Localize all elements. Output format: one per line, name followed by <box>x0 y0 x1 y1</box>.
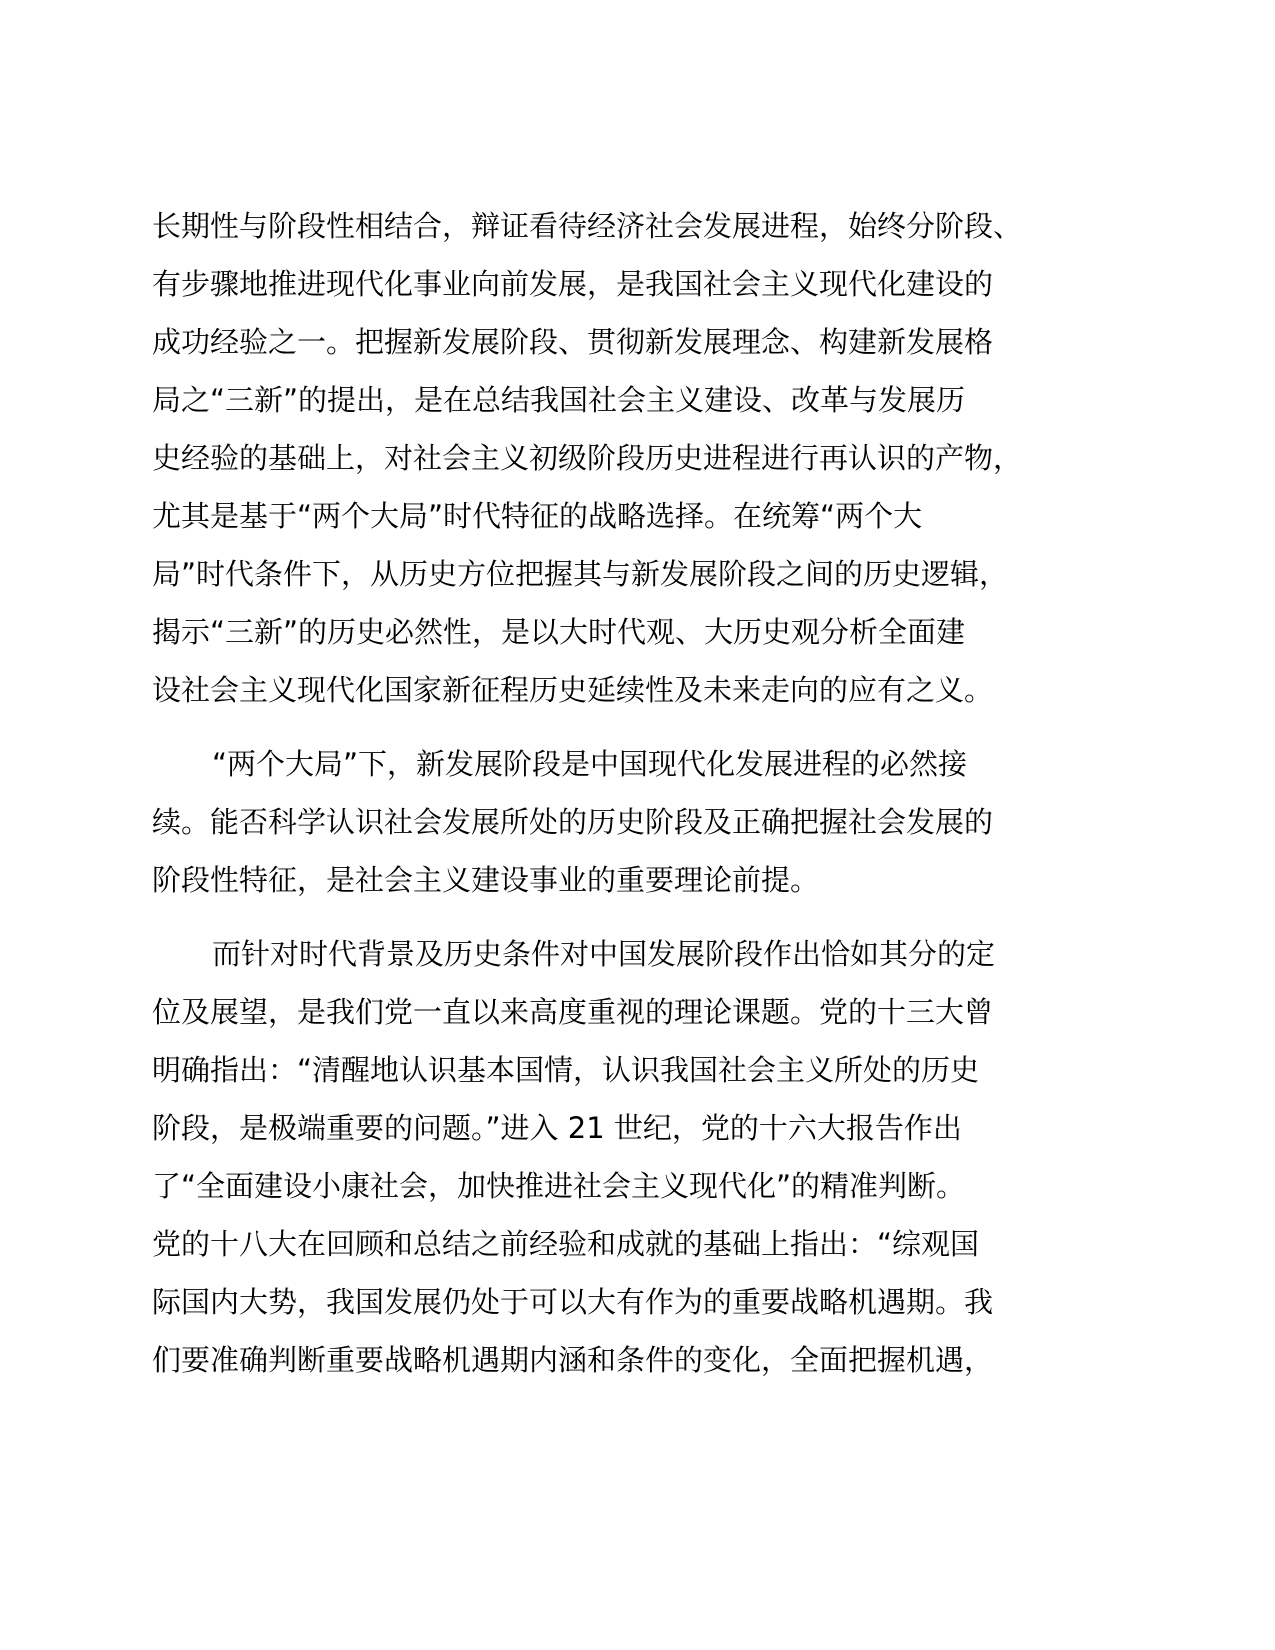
text-line: 们要准确判断重要战略机遇期内涵和条件的变化，全面把握机遇， <box>152 1343 994 1377</box>
text-line: 阶段，是极端重要的问题。”进入 21 世纪，党的十六大报告作出 <box>152 1111 962 1145</box>
text-line: 局”时代条件下，从历史方位把握其与新发展阶段之间的历史逻辑， <box>152 557 1009 591</box>
text-line: 揭示“三新”的历史必然性，是以大时代观、大历史观分析全面建 <box>152 615 966 649</box>
text-line: 有步骤地推进现代化事业向前发展，是我国社会主义现代化建设的 <box>152 267 994 301</box>
paragraph-3 <box>152 925 1132 1389</box>
paragraph-2 <box>152 735 1132 909</box>
text-line: 长期性与阶段性相结合，辩证看待经济社会发展进程，始终分阶段、 <box>152 209 1023 243</box>
text-line: 设社会主义现代化国家新征程历史延续性及未来走向的应有之义。 <box>152 673 994 707</box>
text-line: 尤其是基于“两个大局”时代特征的战略选择。在统筹“两个大 <box>152 499 923 533</box>
paragraph-spacing <box>152 719 1132 735</box>
text-line-indented: 而针对时代背景及历史条件对中国发展阶段作出恰如其分的定 <box>212 937 996 971</box>
text-line-indented: “两个大局”下，新发展阶段是中国现代化发展进程的必然接 <box>212 747 968 781</box>
paragraph-1 <box>152 197 1132 719</box>
body-text <box>152 197 1132 1389</box>
paragraph-spacing <box>152 909 1132 925</box>
text-line: 阶段性特征，是社会主义建设事业的重要理论前提。 <box>152 863 820 897</box>
text-line: 明确指出：“清醒地认识基本国情，认识我国社会主义所处的历史 <box>152 1053 980 1087</box>
text-line: 成功经验之一。把握新发展阶段、贯彻新发展理念、构建新发展格 <box>152 325 994 359</box>
text-line: 了“全面建设小康社会，加快推进社会主义现代化”的精准判断。 <box>152 1169 966 1203</box>
text-line: 史经验的基础上，对社会主义初级阶段历史进程进行再认识的产物， <box>152 441 1023 475</box>
text-line: 际国内大势，我国发展仍处于可以大有作为的重要战略机遇期。我 <box>152 1285 994 1319</box>
text-line: 局之“三新”的提出，是在总结我国社会主义建设、改革与发展历 <box>152 383 966 417</box>
text-line: 党的十八大在回顾和总结之前经验和成就的基础上指出：“综观国 <box>152 1227 980 1261</box>
text-line: 续。能否科学认识社会发展所处的历史阶段及正确把握社会发展的 <box>152 805 994 839</box>
text-line: 位及展望，是我们党一直以来高度重视的理论课题。党的十三大曾 <box>152 995 994 1029</box>
